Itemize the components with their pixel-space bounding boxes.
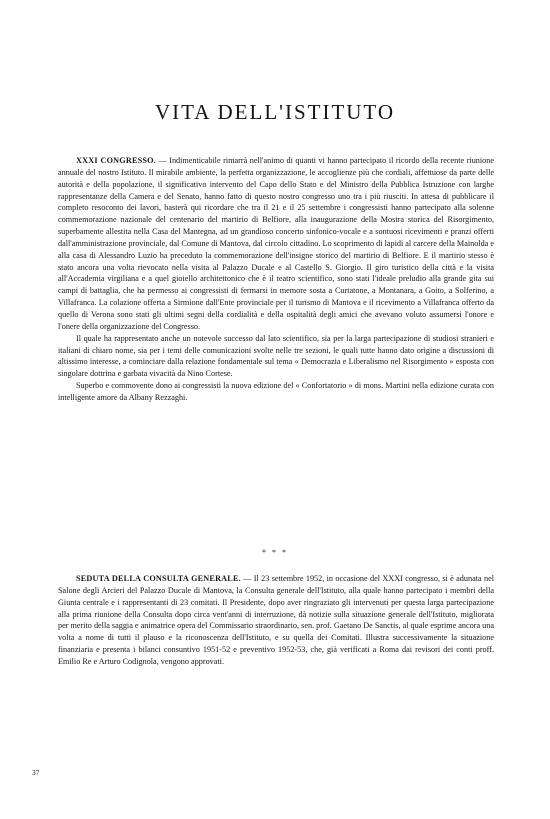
section-consulta [58,573,494,668]
paragraph [58,573,494,668]
section-congresso [58,155,494,404]
paragraph: Superbo e commovente dono ai congressisti la nuova edizione del « Confortatorio » di mons. Martini nella edizione curata con intelligente amore da Albany Rezzaghi. [58,381,494,402]
paragraph-text: — Il 23 settembre 1952, in occasione del XXXI congresso, si è adunata nel Salone degli Arcieri del Palazzo Ducale di Mantova, la Consulta generale dell'Istituto, alla quale hanno partecipato i membri della Giunta centrale e i rappresentanti di 23 comitati. Il Presidente, dopo aver ringraziato gli intervenuti per questa larga partecipazione alla prima riunione della Consulta dopo circa vent'anni di interruzione, dà notizie sulla situazione generale dell'Istituto, migliorata per merito della saggia e animatrice opera del Commissario straordinario, sen. prof. Gaetano De Sanctis, al quale esprime ancora una volta a nome di tutti il plauso e la riconoscenza dell'Istituto, e su quella dei Comitati. Illustra successivamente la situazione finanziaria e presenta i bilanci consuntivo 1951-52 e preventivo 1952-53, che, già verificati a Roma dai revisori dei conti proff. Emilio Re e Arturo Codignola, vengono approvati. [58,574,494,666]
page-number: 37 [32,768,40,777]
paragraph-text: — Indimenticabile rimarrà nell'animo di quanti vi hanno partecipato il ricordo della recente riunione annuale del nostro Istituto. Il mirabile ambiente, la perfetta organizzazione, le accoglienze più che cordiali, affettuose da parte delle autorità e della popolazione, il significativo intervento del Capo dello Stato e del Ministro della Pubblica Istruzione con larghe rappresentanze della Camera e del Senato, hanno fatto di questo nostro congresso uno tra i più riusciti. In attesa di pubblicare il completo resoconto dei lavori, basterà qui ricordare che tra il 21 e il 25 settembre i congressisti hanno partecipato alla solenne commemorazione nazionale del centenario del martirio di Belfiore, alla inaugurazione della Mostra storica del Risorgimento, superbamente allestita nella Casa del Mantegna, ad un grandioso concerto sinfonico-vocale e a sontuosi ricevimenti e pranzi offerti dall'amministrazione provinciale, dal Comune di Mantova, dal circolo cittadino. Lo scoprimento di lapidi al carcere della Mainolda e alla casa di Alessandro Luzio ha preceduto la commemorazione dell'insigne storico del martirio di Belfiore. E il martirio stesso è stato ancora una volta rievocato nella visita al Palazzo Ducale e al Castello S. Giorgio. Il giro turistico della città e la visita all'Accademia virgiliana e a quel gioiello architettonico che è il teatro scientifico, sono stati l'ideale preludio alla grande gita sui campi di battaglia, che ha permesso ai congressisti di fermarsi in memore sosta a Curtatone, a Montanara, a Goito, a Solferino, a Villafranca. La colazione offerta a Sirmione dall'Ente provinciale per il turismo di Mantova e il ricevimento a Villafranca offerto da quello di Verona sono stati gli ultimi segni della cordialità e della ospitalità degli amici che avevano voluto assumersi l'onore e l'onere della organizzazione del Congresso. [58,156,494,331]
page-title: VITA DELL'ISTITUTO [154,100,396,124]
section-separator: * * * [262,548,288,557]
section-lead: XXXI CONGRESSO. [76,156,156,165]
paragraph: Il quale ha rappresentato anche un notevole successo dal lato scientifico, sia per la larga partecipazione di studiosi stranieri e italiani di chiaro nome, sia per i temi delle comunicazioni svolte nelle tre sezioni, le quali tutte hanno dato origine a discussioni di altissimo interesse, a cominciare dalla relazione fondamentale sul tema « Democrazia e Liberalismo nel Risorgimento » esposta con singolare dottrina e garbata vivacità da Nino Cortese. [58,333,494,379]
paragraph [58,155,494,333]
section-lead: SEDUTA DELLA CONSULTA GENERALE. [76,574,241,583]
